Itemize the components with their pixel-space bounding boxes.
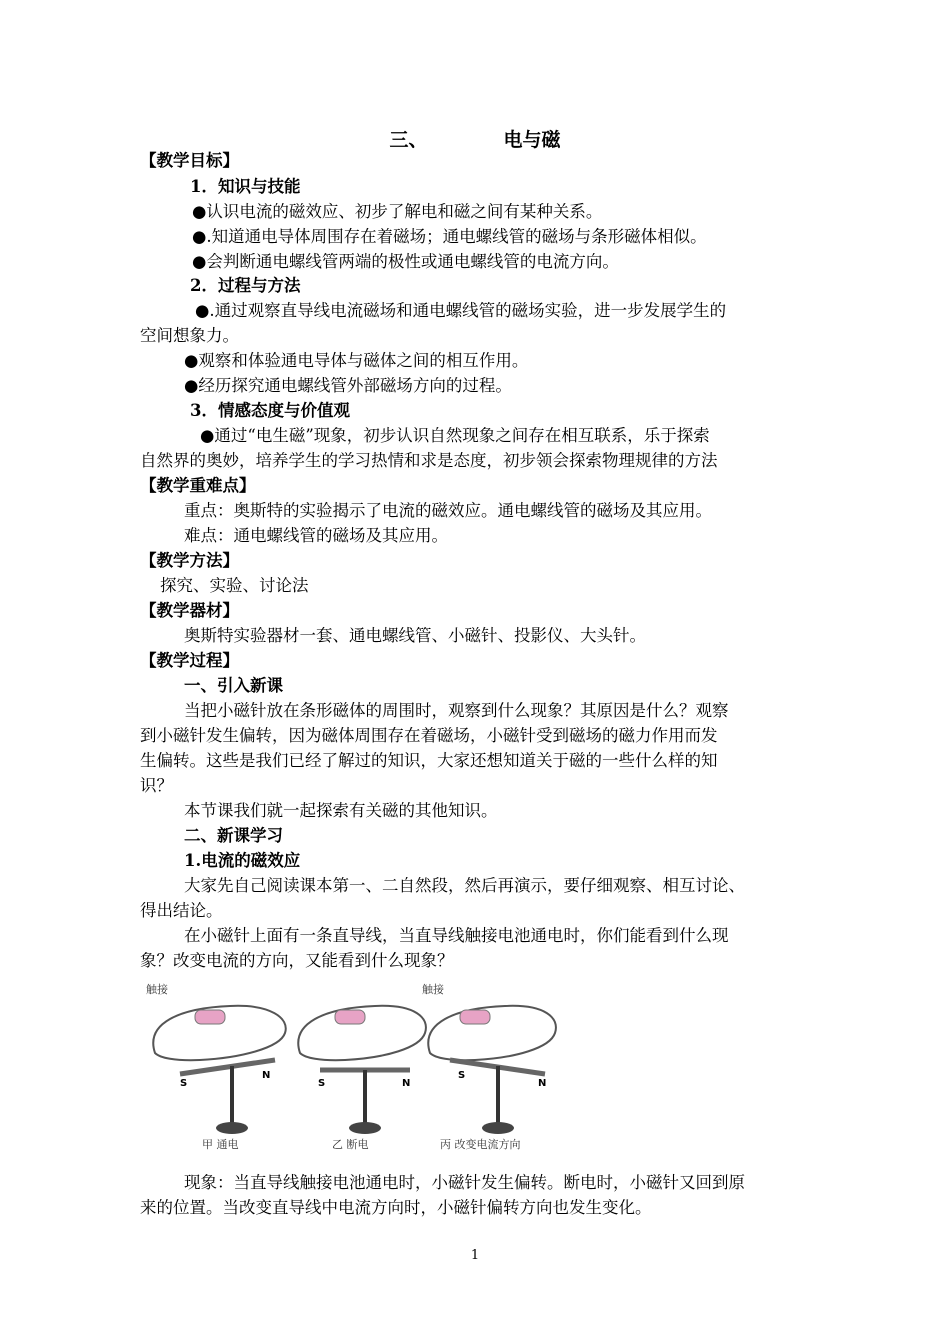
panel-reversed [422, 982, 556, 1151]
bullet-line: ●.知道通电导体周围存在着磁场；通电螺线管的磁场与条形磁体相似。 [192, 227, 707, 246]
caption-reversed: 丙 改变电流方向 [440, 1138, 521, 1151]
heading-equipment: 【教学器材】 [140, 601, 239, 620]
text-line: 象？改变电流的方向，又能看到什么现象？ [140, 951, 454, 970]
text-line: 奥斯特实验器材一套、通电螺线管、小磁针、投影仪、大头针。 [184, 626, 646, 645]
text-line: 当把小磁针放在条形磁体的周围时，观察到什么现象？其原因是什么？观察 [184, 701, 729, 720]
text-line: 探究、实验、讨论法 [160, 576, 309, 595]
svg-text:S: S [458, 1070, 466, 1081]
text-line: 空间想象力。 [140, 326, 239, 345]
text-line: 重点：奥斯特的实验揭示了电流的磁效应。通电螺线管的磁场及其应用。 [184, 501, 712, 520]
text-line: 来的位置。当改变直导线中电流方向时，小磁针偏转方向也发生变化。 [140, 1198, 652, 1217]
text-line: 现象：当直导线触接电池通电时，小磁针发生偏转。断电时，小磁针又回到原 [184, 1173, 745, 1192]
subheading-magnetic-effect: 1.电流的磁效应 [184, 851, 301, 870]
text-line: 在小磁针上面有一条直导线，当直导线触接电池通电时，你们能看到什么现 [184, 926, 729, 945]
bullet-line: ●认识电流的磁效应、初步了解电和磁之间有某种关系。 [192, 202, 603, 221]
compass-needle [180, 1060, 275, 1074]
bullet-line: ●会判断通电螺线管两端的极性或通电螺线管的电流方向。 [192, 252, 619, 271]
text-line: 到小磁针发生偏转，因为磁体周围存在着磁场，小磁针受到磁场的磁力作用而发 [140, 726, 718, 745]
text-line: 难点：通电螺线管的磁场及其应用。 [184, 526, 448, 545]
svg-text:N: N [538, 1078, 547, 1089]
text-line: 识？ [140, 776, 173, 795]
text-line: 本节课我们就一起探索有关磁的其他知识。 [184, 801, 498, 820]
caption-powered: 甲 通电 [202, 1138, 239, 1151]
oersted-experiment-figure [140, 978, 560, 1153]
heading-method: 【教学方法】 [140, 551, 239, 570]
subheading-new-lesson: 二、新课学习 [184, 826, 283, 845]
bullet-line: ●.通过观察直导线电流磁场和通电螺线管的磁场实验，进一步发展学生的 [195, 301, 727, 320]
svg-text:S: S [180, 1078, 188, 1089]
title-text: 电与磁 [503, 129, 561, 151]
subheading-intro: 一、引入新课 [184, 676, 283, 695]
text-line: 生偏转。这些是我们已经了解过的知识，大家还想知道关于磁的一些什么样的知 [140, 751, 718, 770]
subheading-knowledge: 1．知识与技能 [190, 177, 301, 196]
panel-powered [146, 982, 286, 1151]
bullet-line: ●观察和体验通电导体与磁体之间的相互作用。 [184, 351, 529, 370]
bullet-line: ●经历探究通电螺线管外部磁场方向的过程。 [184, 376, 512, 395]
text-line: 自然界的奥妙，培养学生的学习热情和求是态度，初步领会探索物理规律的方法 [140, 451, 718, 470]
title-number: 三、 [389, 129, 428, 151]
page-number: 1 [470, 1248, 480, 1263]
svg-text:S: S [318, 1078, 326, 1089]
subheading-process: 2．过程与方法 [190, 276, 301, 295]
text-line: 得出结论。 [140, 901, 223, 920]
svg-text:N: N [402, 1078, 411, 1089]
text-line: 大家先自己阅读课本第一、二自然段，然后再演示，要仔细观察、相互讨论、 [184, 876, 745, 895]
heading-process: 【教学过程】 [140, 651, 239, 670]
panel-disconnected [298, 1006, 426, 1151]
caption-disconnected: 乙 断电 [332, 1138, 369, 1151]
heading-goals: 【教学目标】 [140, 151, 239, 170]
figure-label: 触接 [146, 983, 168, 996]
svg-text:N: N [262, 1070, 271, 1081]
heading-keypoints: 【教学重难点】 [140, 476, 256, 495]
bullet-line: ●通过“电生磁”现象，初步认识自然现象之间存在相互联系，乐于探索 [200, 426, 710, 445]
subheading-attitude: 3．情感态度与价值观 [190, 401, 350, 420]
svg-text:触接: 触接 [422, 983, 444, 996]
